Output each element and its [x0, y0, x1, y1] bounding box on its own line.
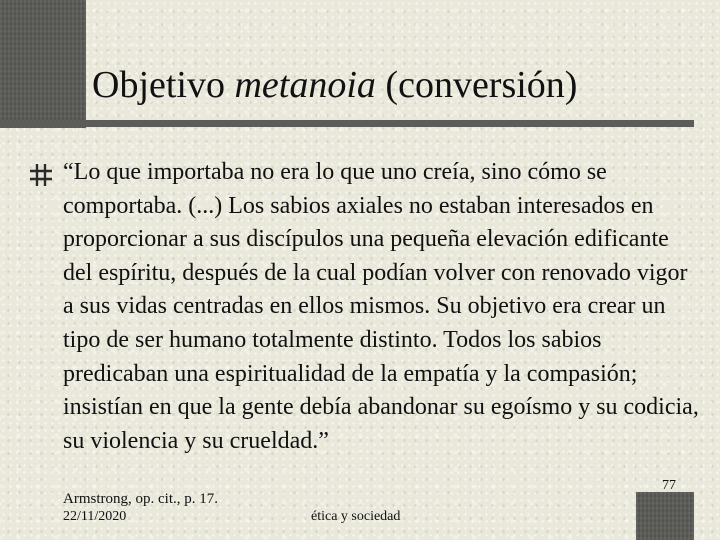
footer-course-name: ética y sociedad	[311, 509, 401, 524]
title-italic: metanoia	[234, 64, 376, 106]
page-number-box	[636, 492, 694, 540]
footer-date: 22/11/2020	[63, 509, 127, 524]
title-main: Objetivo	[92, 64, 235, 106]
decorative-band	[0, 0, 86, 128]
page-number: 77	[662, 478, 676, 493]
slide-title	[92, 62, 702, 108]
quote-text: “Lo que importaba no era lo que uno creía, sino cómo se comportaba. (...) Los sabios axiales no estaban interesados en proporcionar a sus discípulos una pequeña elevación edificante del espíritu, después de la cual podían volver con renovado vigor a sus vidas centradas en ellos mismos. Su objetivo era crear un tipo de ser humano totalmente distinto. Todos los sabios predicaban una espiritualidad de la empatía y la compasión; insistían en que la gente debía abandonar su egoísmo y su codicia, su violencia y su crueldad.”	[63, 159, 699, 454]
citation: Armstrong, op. cit., p. 17.	[63, 491, 218, 507]
title-divider	[0, 120, 694, 127]
title-rest: (conversión)	[375, 64, 578, 106]
hash-bullet-icon	[30, 164, 52, 186]
